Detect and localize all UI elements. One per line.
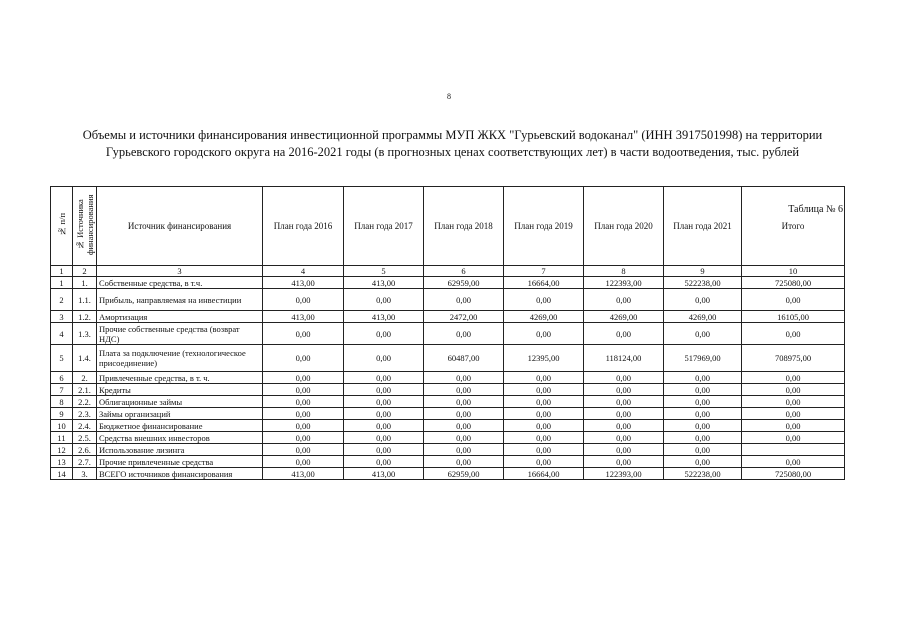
value-cell: 16105,00 xyxy=(742,311,845,323)
value-cell: 0,00 xyxy=(742,384,845,396)
source-name-cell: Амортизация xyxy=(97,311,263,323)
value-cell: 0,00 xyxy=(584,289,664,311)
value-cell: 0,00 xyxy=(584,456,664,468)
value-cell: 522238,00 xyxy=(664,468,742,480)
row-number-cell: 10 xyxy=(51,420,73,432)
source-code-cell: 2.3. xyxy=(73,408,97,420)
source-code-cell: 2.6. xyxy=(73,444,97,456)
value-cell: 0,00 xyxy=(424,384,504,396)
value-cell: 0,00 xyxy=(344,289,424,311)
table-row xyxy=(51,444,845,456)
header-cell: № Источника финансирования xyxy=(73,187,97,266)
row-number-cell: 11 xyxy=(51,432,73,444)
column-number: 1 xyxy=(51,266,73,277)
table-label: Таблица № 6 xyxy=(788,204,843,215)
table-row xyxy=(51,396,845,408)
page-number: 8 xyxy=(447,92,451,101)
source-code-cell: 1.1. xyxy=(73,289,97,311)
value-cell: 0,00 xyxy=(424,456,504,468)
value-cell: 0,00 xyxy=(263,289,344,311)
source-code-cell: 2. xyxy=(73,372,97,384)
value-cell: 4269,00 xyxy=(504,311,584,323)
value-cell: 0,00 xyxy=(424,408,504,420)
source-name-cell: Привлеченные средства, в т. ч. xyxy=(97,372,263,384)
row-number-cell: 6 xyxy=(51,372,73,384)
source-name-cell: Использование лизинга xyxy=(97,444,263,456)
value-cell: 725080,00 xyxy=(742,277,845,289)
source-name-cell: Собственные средства, в т.ч. xyxy=(97,277,263,289)
value-cell: 0,00 xyxy=(424,432,504,444)
table-row xyxy=(51,311,845,323)
column-number: 2 xyxy=(73,266,97,277)
source-name-cell: Плата за подключение (технологическое присоединение) xyxy=(97,345,263,372)
value-cell xyxy=(742,444,845,456)
value-cell: 0,00 xyxy=(584,408,664,420)
table-row xyxy=(51,384,845,396)
value-cell: 0,00 xyxy=(664,444,742,456)
value-cell: 522238,00 xyxy=(664,277,742,289)
title-line-1: Объемы и источники финансирования инвестиционной программы МУП ЖКХ "Гурьевский водоканал" (ИНН 3917501998) на территории xyxy=(82,128,823,142)
value-cell: 0,00 xyxy=(664,323,742,345)
column-number: 9 xyxy=(664,266,742,277)
value-cell: 708975,00 xyxy=(742,345,845,372)
value-cell: 0,00 xyxy=(424,396,504,408)
value-cell: 0,00 xyxy=(664,456,742,468)
value-cell: 517969,00 xyxy=(664,345,742,372)
value-cell: 0,00 xyxy=(742,456,845,468)
value-cell: 122393,00 xyxy=(584,277,664,289)
value-cell: 2472,00 xyxy=(424,311,504,323)
value-cell: 0,00 xyxy=(664,420,742,432)
value-cell: 0,00 xyxy=(263,432,344,444)
value-cell: 0,00 xyxy=(344,323,424,345)
header-cell: План года 2018 xyxy=(424,187,504,266)
source-name-cell: Займы организаций xyxy=(97,408,263,420)
value-cell: 0,00 xyxy=(504,396,584,408)
column-number: 4 xyxy=(263,266,344,277)
table-row xyxy=(51,372,845,384)
value-cell: 118124,00 xyxy=(584,345,664,372)
value-cell: 16664,00 xyxy=(504,468,584,480)
value-cell: 0,00 xyxy=(664,372,742,384)
row-number-cell: 7 xyxy=(51,384,73,396)
row-number-cell: 14 xyxy=(51,468,73,480)
value-cell: 0,00 xyxy=(263,444,344,456)
column-number: 3 xyxy=(97,266,263,277)
value-cell: 0,00 xyxy=(263,420,344,432)
table-row xyxy=(51,420,845,432)
column-number: 5 xyxy=(344,266,424,277)
column-number: 6 xyxy=(424,266,504,277)
source-name-cell: Кредиты xyxy=(97,384,263,396)
table-row xyxy=(51,277,845,289)
header-cell: План года 2016 xyxy=(263,187,344,266)
source-code-cell: 2.7. xyxy=(73,456,97,468)
value-cell: 0,00 xyxy=(424,289,504,311)
value-cell: 0,00 xyxy=(504,444,584,456)
header-cell: План года 2020 xyxy=(584,187,664,266)
value-cell: 0,00 xyxy=(344,372,424,384)
value-cell: 0,00 xyxy=(504,289,584,311)
value-cell: 0,00 xyxy=(344,444,424,456)
title-line-2: Гурьевского городского округа на 2016-2021 годы (в прогнозных ценах соответствующих лет) в части водоотведения, тыс. рублей xyxy=(105,145,800,159)
value-cell: 0,00 xyxy=(344,456,424,468)
value-cell: 0,00 xyxy=(664,432,742,444)
header-cell: План года 2017 xyxy=(344,187,424,266)
row-number-cell: 3 xyxy=(51,311,73,323)
value-cell: 0,00 xyxy=(424,444,504,456)
value-cell: 0,00 xyxy=(504,384,584,396)
value-cell: 0,00 xyxy=(504,372,584,384)
value-cell: 122393,00 xyxy=(584,468,664,480)
source-name-cell: Прочие собственные средства (возврат НДС) xyxy=(97,323,263,345)
value-cell: 0,00 xyxy=(424,372,504,384)
source-name-cell: Бюджетное финансирование xyxy=(97,420,263,432)
source-name-cell: Прибыль, направляемая на инвестиции xyxy=(97,289,263,311)
financing-table xyxy=(50,186,845,480)
source-code-cell: 2.5. xyxy=(73,432,97,444)
value-cell: 0,00 xyxy=(584,444,664,456)
column-number: 8 xyxy=(584,266,664,277)
value-cell: 0,00 xyxy=(742,432,845,444)
row-number-cell: 9 xyxy=(51,408,73,420)
row-number-cell: 5 xyxy=(51,345,73,372)
row-number-cell: 1 xyxy=(51,277,73,289)
value-cell: 0,00 xyxy=(344,345,424,372)
value-cell: 62959,00 xyxy=(424,277,504,289)
value-cell: 0,00 xyxy=(344,396,424,408)
table-row xyxy=(51,289,845,311)
value-cell: 0,00 xyxy=(424,420,504,432)
value-cell: 0,00 xyxy=(344,420,424,432)
table-row xyxy=(51,432,845,444)
value-cell: 4269,00 xyxy=(584,311,664,323)
value-cell: 0,00 xyxy=(344,408,424,420)
value-cell: 0,00 xyxy=(742,420,845,432)
value-cell: 0,00 xyxy=(664,384,742,396)
value-cell: 62959,00 xyxy=(424,468,504,480)
value-cell: 0,00 xyxy=(344,432,424,444)
value-cell: 0,00 xyxy=(584,432,664,444)
source-code-cell: 1. xyxy=(73,277,97,289)
value-cell: 0,00 xyxy=(263,396,344,408)
value-cell: 725080,00 xyxy=(742,468,845,480)
header-row xyxy=(51,187,845,266)
value-cell: 413,00 xyxy=(344,277,424,289)
row-number-cell: 12 xyxy=(51,444,73,456)
value-cell: 0,00 xyxy=(584,372,664,384)
source-name-cell: ВСЕГО источников финансирования xyxy=(97,468,263,480)
table-row xyxy=(51,408,845,420)
value-cell: 0,00 xyxy=(504,408,584,420)
header-cell: План года 2021 xyxy=(664,187,742,266)
source-name-cell: Облигационные займы xyxy=(97,396,263,408)
value-cell: 413,00 xyxy=(344,311,424,323)
value-cell: 0,00 xyxy=(263,372,344,384)
value-cell: 4269,00 xyxy=(664,311,742,323)
value-cell: 0,00 xyxy=(742,408,845,420)
source-code-cell: 2.1. xyxy=(73,384,97,396)
header-cell: № п/п xyxy=(51,187,73,266)
value-cell: 16664,00 xyxy=(504,277,584,289)
value-cell: 60487,00 xyxy=(424,345,504,372)
value-cell: 0,00 xyxy=(584,384,664,396)
value-cell: 0,00 xyxy=(584,396,664,408)
header-cell: Источник финансирования xyxy=(97,187,263,266)
value-cell: 0,00 xyxy=(584,420,664,432)
row-number-cell: 2 xyxy=(51,289,73,311)
source-code-cell: 2.2. xyxy=(73,396,97,408)
value-cell: 0,00 xyxy=(742,289,845,311)
value-cell: 0,00 xyxy=(584,323,664,345)
header-cell: План года 2019 xyxy=(504,187,584,266)
value-cell: 0,00 xyxy=(664,408,742,420)
value-cell: 413,00 xyxy=(263,311,344,323)
value-cell: 0,00 xyxy=(742,396,845,408)
value-cell: 12395,00 xyxy=(504,345,584,372)
value-cell: 0,00 xyxy=(742,323,845,345)
column-number: 7 xyxy=(504,266,584,277)
row-number-cell: 4 xyxy=(51,323,73,345)
value-cell: 0,00 xyxy=(742,372,845,384)
value-cell: 0,00 xyxy=(424,323,504,345)
value-cell: 0,00 xyxy=(263,456,344,468)
source-name-cell: Средства внешних инвесторов xyxy=(97,432,263,444)
value-cell: 0,00 xyxy=(664,396,742,408)
value-cell: 0,00 xyxy=(504,432,584,444)
table-row xyxy=(51,456,845,468)
value-cell: 413,00 xyxy=(263,277,344,289)
source-code-cell: 1.4. xyxy=(73,345,97,372)
header-cell: Итого xyxy=(742,187,845,266)
value-cell: 0,00 xyxy=(263,323,344,345)
table-row xyxy=(51,323,845,345)
source-code-cell: 1.3. xyxy=(73,323,97,345)
value-cell: 413,00 xyxy=(344,468,424,480)
row-number-cell: 8 xyxy=(51,396,73,408)
value-cell: 0,00 xyxy=(504,456,584,468)
source-name-cell: Прочие привлеченные средства xyxy=(97,456,263,468)
value-cell: 0,00 xyxy=(263,408,344,420)
document-title xyxy=(80,127,825,161)
value-cell: 0,00 xyxy=(504,323,584,345)
table-row xyxy=(51,468,845,480)
value-cell: 0,00 xyxy=(263,345,344,372)
source-code-cell: 1.2. xyxy=(73,311,97,323)
value-cell: 0,00 xyxy=(504,420,584,432)
value-cell: 0,00 xyxy=(263,384,344,396)
value-cell: 413,00 xyxy=(263,468,344,480)
source-code-cell: 3. xyxy=(73,468,97,480)
row-number-cell: 13 xyxy=(51,456,73,468)
table-row xyxy=(51,345,845,372)
column-number-row xyxy=(51,266,845,277)
column-number: 10 xyxy=(742,266,845,277)
value-cell: 0,00 xyxy=(344,384,424,396)
source-code-cell: 2.4. xyxy=(73,420,97,432)
value-cell: 0,00 xyxy=(664,289,742,311)
